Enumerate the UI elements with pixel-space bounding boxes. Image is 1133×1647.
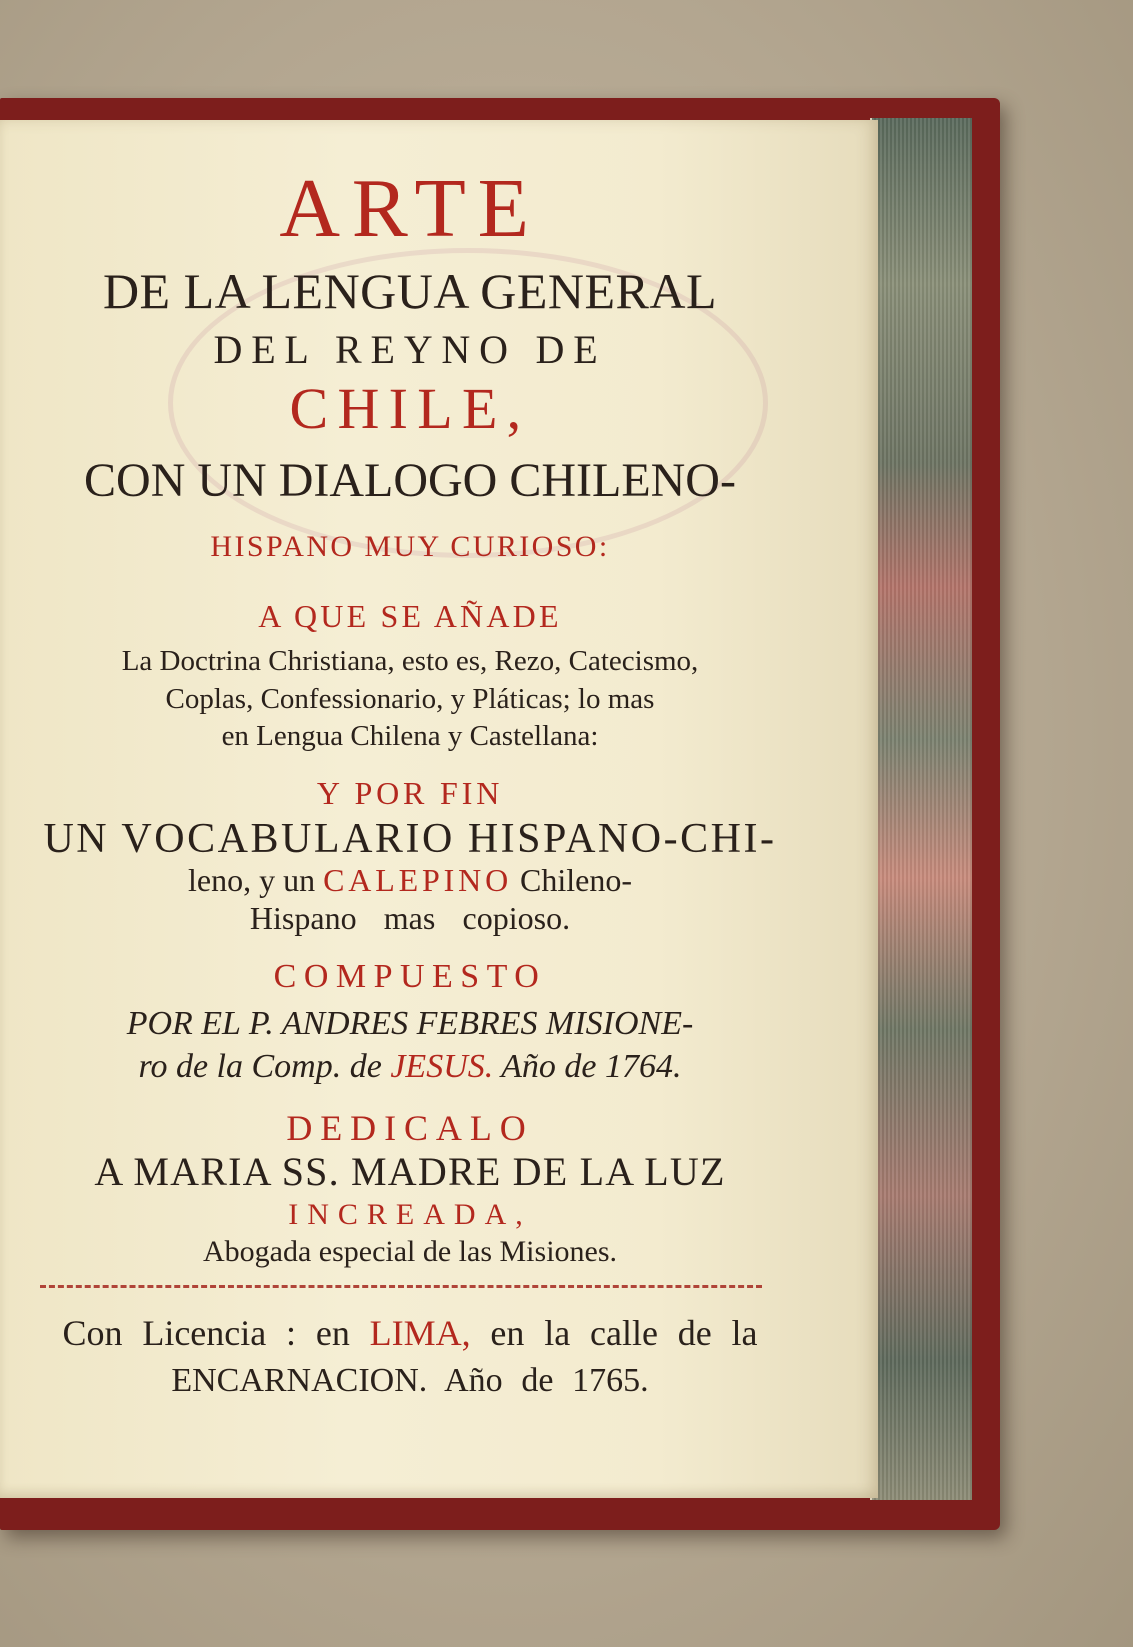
text-leno-line xyxy=(40,862,780,899)
title-a-maria: A MARIA SS. MADRE DE LA LUZ xyxy=(94,1149,726,1194)
text-lengua: en Lengua Chilena y Castellana: xyxy=(221,720,599,752)
author-comp-line xyxy=(40,1048,780,1086)
text-abogada: Abogada especial de las Misiones. xyxy=(202,1235,618,1268)
title-del-reyno: DEL REYNO DE xyxy=(213,327,607,372)
text-comp-b: Año de 1764. xyxy=(493,1048,682,1085)
text-licencia-a: Con Licencia : en xyxy=(62,1313,370,1353)
author-line: POR EL P. ANDRES FEBRES MISIONE- xyxy=(126,1005,694,1042)
title-y-por-fin: Y POR FIN xyxy=(316,775,504,811)
text-leno-b: Chileno- xyxy=(512,862,633,898)
title-vocabulario: UN VOCABULARIO HISPANO-CHI- xyxy=(43,816,777,862)
title-compuesto: COMPUESTO xyxy=(273,958,547,995)
text-jesus: JESUS. xyxy=(390,1048,494,1085)
text-hispano-mas: Hispano mas copioso. xyxy=(249,900,571,936)
text-licencia-b: en la calle de la xyxy=(470,1313,758,1353)
title-dedicalo: DEDICALO xyxy=(286,1108,534,1148)
text-lima: LIMA, xyxy=(369,1313,471,1353)
title-de-la-lengua: DE LA LENGUA GENERAL xyxy=(102,263,718,319)
title-a-que-se-anade: A QUE SE AÑADE xyxy=(258,598,562,634)
text-leno-a: leno, y un xyxy=(187,862,324,898)
title-hispano: HISPANO MUY CURIOSO: xyxy=(210,530,610,563)
text-doctrina: La Doctrina Christiana, esto es, Rezo, Catecismo, xyxy=(121,645,699,677)
text-coplas: Coplas, Confessionario, y Pláticas; lo mas xyxy=(165,683,655,715)
imprint-encarnacion: ENCARNACION. Año de 1765. xyxy=(171,1362,649,1399)
title-increada: INCREADA, xyxy=(288,1198,532,1231)
title-dialogo: CON UN DIALOGO CHILENO- xyxy=(84,454,736,507)
title-arte: ARTE xyxy=(279,162,541,255)
text-comp-a: ro de la Comp. de xyxy=(138,1048,391,1085)
imprint-licencia xyxy=(40,1312,780,1354)
divider-rule xyxy=(40,1285,762,1288)
title-chile: CHILE, xyxy=(289,376,531,441)
page-edges xyxy=(870,118,972,1500)
text-calepino: CALEPINO xyxy=(323,862,513,898)
